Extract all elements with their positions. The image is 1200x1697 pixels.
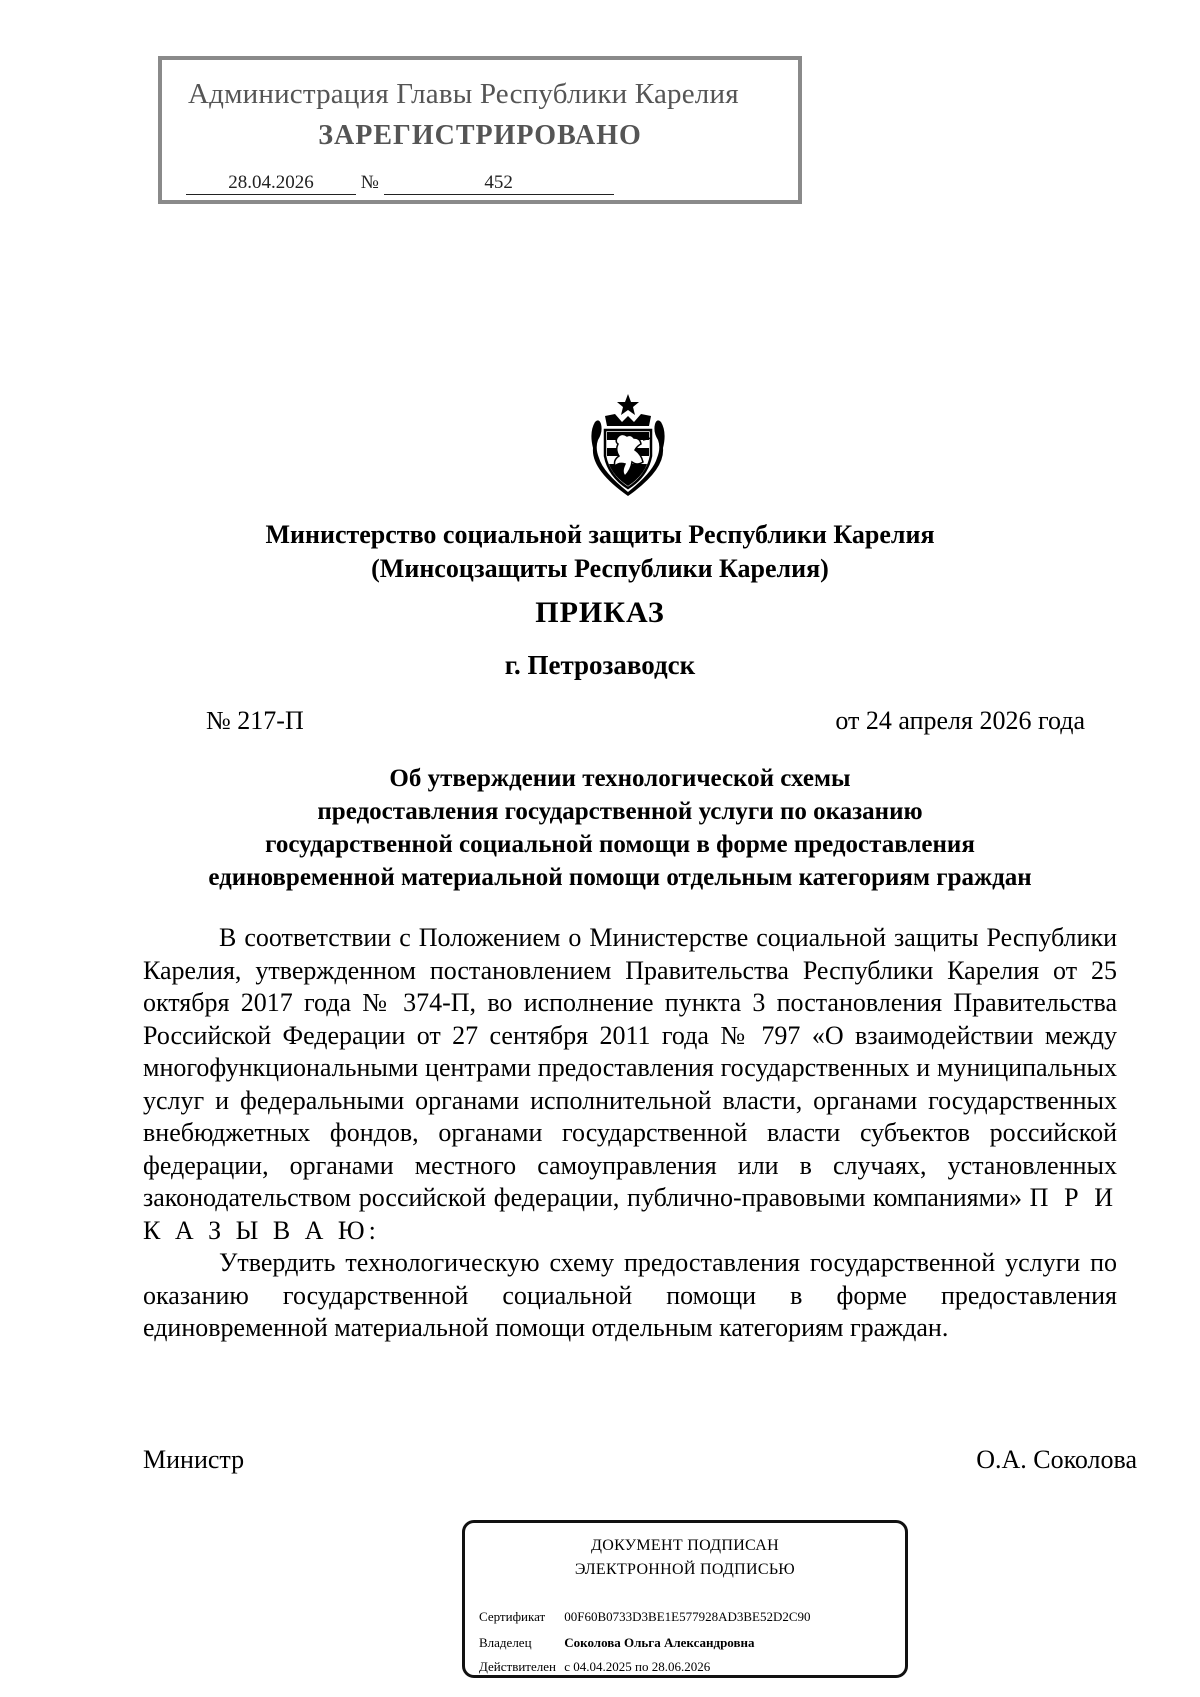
- ministry-name: Министерство социальной защиты Республики Карелия: [265, 520, 935, 549]
- registration-stamp: [158, 56, 802, 204]
- subject-line: единовременной материальной помощи отдельным категориям граждан: [208, 864, 1032, 891]
- order-word: П Р И К А З Ы В А Ю:: [143, 1183, 1118, 1245]
- esig-title-line2: ЭЛЕКТРОННОЙ ПОДПИСЬЮ: [574, 1561, 796, 1578]
- esig-validity-row: [479, 1659, 710, 1675]
- esig-owner: Соколова Ольга Александровна: [564, 1635, 755, 1650]
- registration-status: ЗАРЕГИСТРИРОВАНО: [318, 120, 642, 151]
- esig-certificate-row: [479, 1609, 811, 1625]
- esig-validity-label: Действителен: [479, 1659, 556, 1674]
- subject-line: государственной социальной помощи в форме предоставления: [265, 831, 975, 858]
- city: г. Петрозаводск: [504, 650, 696, 680]
- registration-organization: Администрация Главы Республики Карелия: [188, 78, 739, 110]
- electronic-signature-stamp: [462, 1520, 908, 1678]
- order-number: № 217-П: [206, 706, 304, 735]
- esig-validity: с 04.04.2025 по 28.06.2026: [564, 1659, 711, 1674]
- registration-number-label: №: [360, 172, 379, 193]
- body-paragraph-text: В соответствии с Положением о Министерстве социальной защиты Республики Карелия, утвержденном постановлением Правительства Республики Карелия от 25 октября 2017 года № 374-П, во исполнение пункта 3 постановления Правительства Российской Федерации от 27 сентября 2011 года № 797 «О взаимодействии между многофункциональными центрами предоставления государственных и муниципальных услуг и федеральными органами исполнительной власти, органами государственных внебюджетных фондов, органами государственной власти субъектов российской федерации, органами местного самоуправления или в случаях, установленных законодательством российской федерации, публично-правовыми компаниями»: [143, 923, 1117, 1212]
- subject-line: предоставления государственной услуги по оказанию: [317, 798, 923, 825]
- registration-number: 452: [384, 172, 614, 195]
- ministry-short-name: (Минсоцзащиты Республики Карелия): [371, 554, 829, 583]
- order-date: от 24 апреля 2026 года: [835, 706, 1085, 735]
- subject-line: Об утверждении технологической схемы: [389, 765, 851, 792]
- karelia-coat-of-arms-icon: [585, 392, 671, 496]
- document-type: ПРИКАЗ: [535, 596, 665, 629]
- signatory-role: Министр: [143, 1445, 245, 1474]
- body-paragraph: Утвердить технологическую схему предоставления государственной услуги по оказанию государственной социальной помощи в форме предоставления единовременной материальной помощи отдельным категориям граждан.: [143, 1248, 1117, 1342]
- body-paragraph: [143, 922, 1117, 1247]
- esig-owner-row: [479, 1635, 755, 1651]
- esig-certificate: 00F60B0733D3BE1E577928AD3BE52D2C90: [564, 1609, 811, 1624]
- esig-owner-label: Владелец: [479, 1635, 532, 1650]
- signatory-name: О.А. Соколова: [976, 1445, 1137, 1474]
- esig-certificate-label: Сертификат: [479, 1609, 546, 1624]
- order-body: [143, 922, 1117, 1345]
- registration-date: 28.04.2026: [186, 172, 356, 195]
- esig-title-line1: ДОКУМЕНТ ПОДПИСАН: [591, 1537, 779, 1554]
- order-subject: [140, 762, 1100, 894]
- registration-line: [186, 172, 614, 195]
